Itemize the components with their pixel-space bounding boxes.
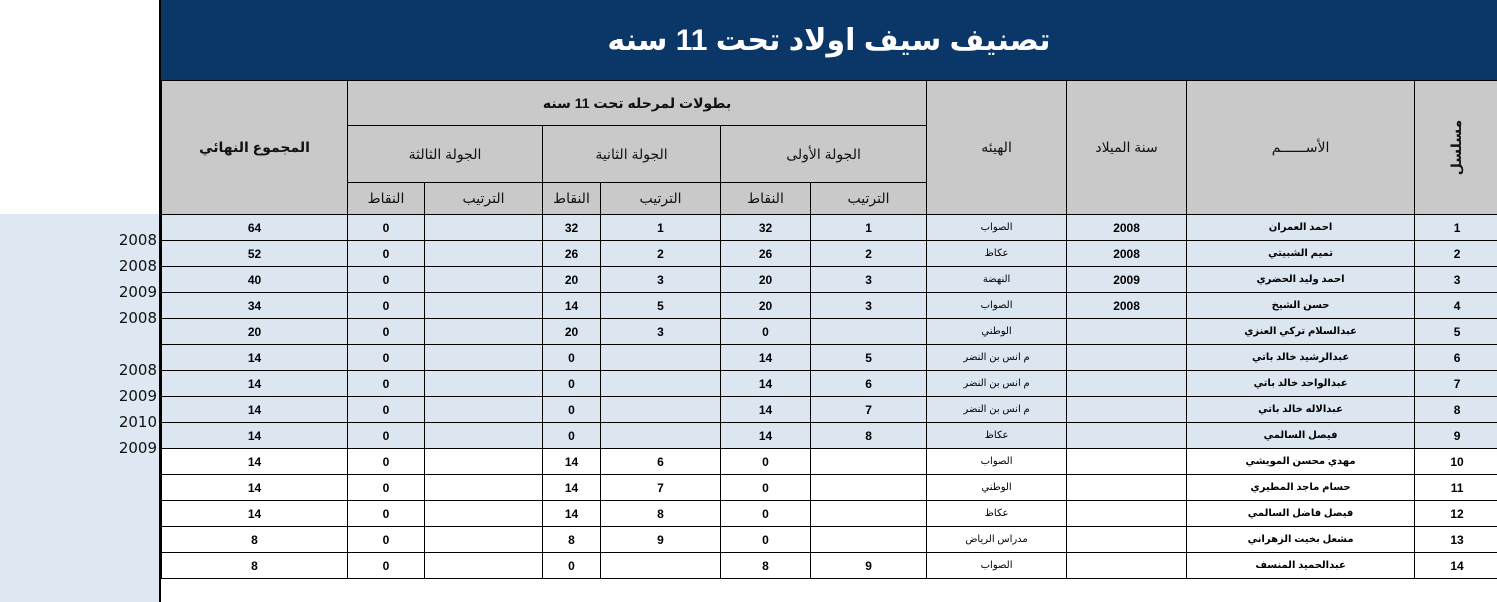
birth-year-cell	[1067, 553, 1187, 579]
header-birth-year: سنة الميلاد	[1067, 81, 1187, 215]
club-cell: عكاظ	[927, 423, 1067, 449]
name-cell: مشعل بخيت الزهراني	[1187, 527, 1415, 553]
round2-points-cell: 14	[543, 501, 601, 527]
total-cell: 40	[162, 267, 348, 293]
side-years-column	[0, 214, 159, 602]
round3-rank-cell	[425, 371, 543, 397]
side-year-label: 2008	[118, 231, 157, 249]
club-cell: الوطني	[927, 475, 1067, 501]
header-round3-rank: الترتيب	[425, 183, 543, 215]
round2-rank-cell: 1	[601, 215, 721, 241]
birth-year-cell	[1067, 449, 1187, 475]
club-cell: الصواب	[927, 293, 1067, 319]
round2-rank-cell	[601, 345, 721, 371]
round2-points-cell: 0	[543, 397, 601, 423]
name-cell: عبدالرشيد خالد باتي	[1187, 345, 1415, 371]
total-cell: 14	[162, 475, 348, 501]
header-round2-points: النقاط	[543, 183, 601, 215]
name-cell: احمد العمران	[1187, 215, 1415, 241]
round1-points-cell: 26	[721, 241, 811, 267]
round3-rank-cell	[425, 449, 543, 475]
round3-points-cell: 0	[348, 501, 425, 527]
round3-points-cell: 0	[348, 241, 425, 267]
round1-rank-cell	[811, 527, 927, 553]
header-round1-rank: الترتيب	[811, 183, 927, 215]
club-cell: الصواب	[927, 215, 1067, 241]
table-row	[162, 449, 1497, 475]
birth-year-cell	[1067, 527, 1187, 553]
total-cell: 52	[162, 241, 348, 267]
header-round2-rank: الترتيب	[601, 183, 721, 215]
header-round2: الجولة الثانية	[543, 126, 721, 183]
round3-rank-cell	[425, 267, 543, 293]
round1-points-cell: 0	[721, 527, 811, 553]
club-cell: م انس بن النضر	[927, 397, 1067, 423]
round2-points-cell: 0	[543, 371, 601, 397]
round2-rank-cell: 8	[601, 501, 721, 527]
table-row	[162, 501, 1497, 527]
club-cell: م انس بن النضر	[927, 371, 1067, 397]
round2-rank-cell: 5	[601, 293, 721, 319]
total-cell: 64	[162, 215, 348, 241]
table-row	[162, 345, 1497, 371]
table-row	[162, 553, 1497, 579]
table-row	[162, 475, 1497, 501]
birth-year-cell	[1067, 397, 1187, 423]
header-round1-points: النقاط	[721, 183, 811, 215]
round3-points-cell: 0	[348, 527, 425, 553]
name-cell: حسن الشيخ	[1187, 293, 1415, 319]
total-cell: 34	[162, 293, 348, 319]
ranking-sheet	[159, 0, 1497, 602]
serial-cell: 7	[1415, 371, 1497, 397]
serial-cell: 14	[1415, 553, 1497, 579]
table-body	[162, 215, 1497, 579]
round1-rank-cell: 9	[811, 553, 927, 579]
round2-points-cell: 20	[543, 267, 601, 293]
serial-cell: 3	[1415, 267, 1497, 293]
round3-rank-cell	[425, 241, 543, 267]
total-cell: 20	[162, 319, 348, 345]
name-cell: عبدالحميد المنسف	[1187, 553, 1415, 579]
round1-points-cell: 0	[721, 449, 811, 475]
birth-year-cell	[1067, 501, 1187, 527]
round2-points-cell: 0	[543, 423, 601, 449]
round1-rank-cell: 1	[811, 215, 927, 241]
side-year-label: 2009	[118, 387, 157, 405]
total-cell: 14	[162, 449, 348, 475]
club-cell: الصواب	[927, 449, 1067, 475]
round3-points-cell: 0	[348, 293, 425, 319]
total-cell: 14	[162, 345, 348, 371]
round3-points-cell: 0	[348, 449, 425, 475]
side-year-label: 2009	[118, 283, 157, 301]
ranking-table	[161, 80, 1497, 579]
round3-rank-cell	[425, 423, 543, 449]
round1-points-cell: 14	[721, 371, 811, 397]
round2-points-cell: 8	[543, 527, 601, 553]
round3-points-cell: 0	[348, 371, 425, 397]
birth-year-cell: 2009	[1067, 267, 1187, 293]
round1-rank-cell: 7	[811, 397, 927, 423]
serial-cell: 11	[1415, 475, 1497, 501]
round3-points-cell: 0	[348, 267, 425, 293]
serial-cell: 10	[1415, 449, 1497, 475]
round3-points-cell: 0	[348, 215, 425, 241]
round3-points-cell: 0	[348, 553, 425, 579]
total-cell: 14	[162, 423, 348, 449]
round3-rank-cell	[425, 397, 543, 423]
round3-rank-cell	[425, 293, 543, 319]
header-round1: الجولة الأولى	[721, 126, 927, 183]
club-cell: الصواب	[927, 553, 1067, 579]
table-row	[162, 293, 1497, 319]
round1-rank-cell: 6	[811, 371, 927, 397]
round3-points-cell: 0	[348, 397, 425, 423]
total-cell: 14	[162, 371, 348, 397]
table-row	[162, 423, 1497, 449]
round1-points-cell: 32	[721, 215, 811, 241]
round3-rank-cell	[425, 345, 543, 371]
page-title: تصنيف سيف اولاد تحت 11 سنه	[161, 0, 1497, 80]
name-cell: حسام ماجد المطيري	[1187, 475, 1415, 501]
round1-points-cell: 0	[721, 319, 811, 345]
club-cell: النهضة	[927, 267, 1067, 293]
round1-rank-cell: 3	[811, 267, 927, 293]
round1-points-cell: 8	[721, 553, 811, 579]
round3-points-cell: 0	[348, 423, 425, 449]
club-cell: الوطني	[927, 319, 1067, 345]
round2-rank-cell: 3	[601, 319, 721, 345]
round3-points-cell: 0	[348, 345, 425, 371]
round2-points-cell: 14	[543, 475, 601, 501]
serial-cell: 4	[1415, 293, 1497, 319]
round2-points-cell: 26	[543, 241, 601, 267]
serial-cell: 13	[1415, 527, 1497, 553]
total-cell: 14	[162, 397, 348, 423]
round3-points-cell: 0	[348, 319, 425, 345]
serial-cell: 12	[1415, 501, 1497, 527]
round1-rank-cell	[811, 319, 927, 345]
total-cell: 8	[162, 553, 348, 579]
side-year-label: 2008	[118, 361, 157, 379]
round2-rank-cell: 3	[601, 267, 721, 293]
birth-year-cell	[1067, 371, 1187, 397]
round3-rank-cell	[425, 527, 543, 553]
header-club: الهيئه	[927, 81, 1067, 215]
round1-points-cell: 14	[721, 397, 811, 423]
header-total: المجموع النهائي	[162, 81, 348, 215]
round2-points-cell: 0	[543, 345, 601, 371]
side-year-label: 2008	[118, 257, 157, 275]
round1-points-cell: 20	[721, 293, 811, 319]
serial-cell: 2	[1415, 241, 1497, 267]
table-row	[162, 371, 1497, 397]
round3-rank-cell	[425, 475, 543, 501]
name-cell: عبدالسلام تركي العنزي	[1187, 319, 1415, 345]
round2-points-cell: 20	[543, 319, 601, 345]
header-serial: مسلسل	[1415, 81, 1497, 215]
round3-rank-cell	[425, 215, 543, 241]
round2-rank-cell: 7	[601, 475, 721, 501]
club-cell: عكاظ	[927, 241, 1067, 267]
total-cell: 8	[162, 527, 348, 553]
table-row	[162, 397, 1497, 423]
round3-rank-cell	[425, 553, 543, 579]
birth-year-cell	[1067, 319, 1187, 345]
header-round3: الجولة الثالثة	[348, 126, 543, 183]
club-cell: مدراس الرياض	[927, 527, 1067, 553]
name-cell: عبدالاله خالد باتي	[1187, 397, 1415, 423]
name-cell: فيصل السالمي	[1187, 423, 1415, 449]
side-year-label	[0, 331, 157, 357]
serial-cell: 6	[1415, 345, 1497, 371]
name-cell: عبدالواحد خالد باتي	[1187, 371, 1415, 397]
table-row	[162, 319, 1497, 345]
round1-points-cell: 14	[721, 423, 811, 449]
round1-rank-cell: 8	[811, 423, 927, 449]
round1-rank-cell	[811, 501, 927, 527]
round2-rank-cell: 6	[601, 449, 721, 475]
round3-points-cell: 0	[348, 475, 425, 501]
round2-rank-cell	[601, 371, 721, 397]
table-row	[162, 267, 1497, 293]
serial-cell: 8	[1415, 397, 1497, 423]
table-row	[162, 527, 1497, 553]
round2-points-cell: 32	[543, 215, 601, 241]
round1-points-cell: 14	[721, 345, 811, 371]
round2-rank-cell: 2	[601, 241, 721, 267]
side-year-label: 2009	[118, 439, 157, 457]
round1-points-cell: 0	[721, 501, 811, 527]
header-name: الأســــــم	[1187, 81, 1415, 215]
round2-rank-cell	[601, 397, 721, 423]
round3-rank-cell	[425, 319, 543, 345]
round2-points-cell: 0	[543, 553, 601, 579]
round1-points-cell: 0	[721, 475, 811, 501]
round2-points-cell: 14	[543, 449, 601, 475]
total-cell: 14	[162, 501, 348, 527]
round1-rank-cell: 2	[811, 241, 927, 267]
round1-rank-cell: 3	[811, 293, 927, 319]
side-year-label: 2010	[118, 413, 157, 431]
serial-cell: 9	[1415, 423, 1497, 449]
round2-rank-cell	[601, 423, 721, 449]
header-round3-points: النقاط	[348, 183, 425, 215]
club-cell: عكاظ	[927, 501, 1067, 527]
table-row	[162, 241, 1497, 267]
name-cell: تميم الشبيتي	[1187, 241, 1415, 267]
name-cell: احمد وليد الحضري	[1187, 267, 1415, 293]
round1-rank-cell	[811, 475, 927, 501]
birth-year-cell: 2008	[1067, 241, 1187, 267]
round2-rank-cell: 9	[601, 527, 721, 553]
serial-cell: 1	[1415, 215, 1497, 241]
round1-points-cell: 20	[721, 267, 811, 293]
round2-rank-cell	[601, 553, 721, 579]
birth-year-cell: 2008	[1067, 215, 1187, 241]
birth-year-cell	[1067, 423, 1187, 449]
serial-cell: 5	[1415, 319, 1497, 345]
name-cell: مهدي محسن المويشي	[1187, 449, 1415, 475]
round2-points-cell: 14	[543, 293, 601, 319]
round1-rank-cell	[811, 449, 927, 475]
round1-rank-cell: 5	[811, 345, 927, 371]
birth-year-cell: 2008	[1067, 293, 1187, 319]
round3-rank-cell	[425, 501, 543, 527]
table-row	[162, 215, 1497, 241]
side-year-label: 2008	[118, 309, 157, 327]
club-cell: م انس بن النضر	[927, 345, 1067, 371]
name-cell: فيصل فاضل السالمي	[1187, 501, 1415, 527]
header-championships: بطولات لمرحله تحت 11 سنه	[348, 81, 927, 126]
birth-year-cell	[1067, 475, 1187, 501]
birth-year-cell	[1067, 345, 1187, 371]
